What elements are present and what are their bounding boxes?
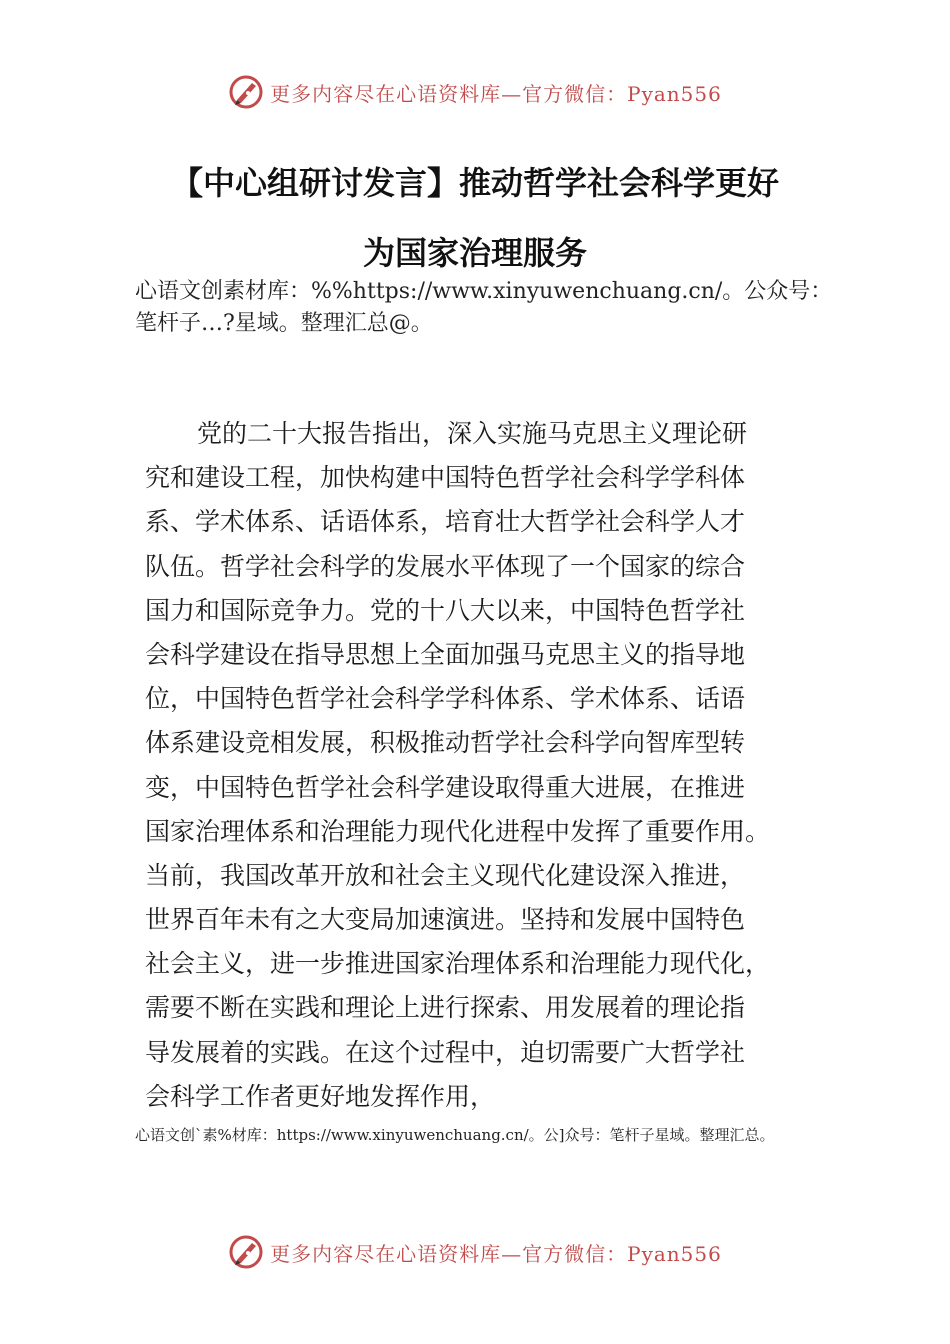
body-line: 会科学工作者更好地发挥作用， <box>145 1081 496 1111</box>
footer-note: 心语文创`素%材库：https://www.xinyuwenchuang.cn/。公]众号：笔杆子星域。整理汇总。 <box>135 1126 775 1144</box>
body-line: 社会主义，进一步推进国家治理体系和治理能力现代化， <box>145 949 771 979</box>
banner-text: 更多内容尽在心语资料库—官方微信：Pyan556 <box>270 1241 722 1266</box>
body-line: 系、学术体系、话语体系，培育壮大哲学社会科学人才 <box>145 507 746 537</box>
body-line: 世界百年未有之大变局加速演进。坚持和发展中国特色 <box>145 905 746 935</box>
body-paragraph <box>145 412 820 1119</box>
body-line: 会科学建设在指导思想上全面加强马克思主义的指导地 <box>145 639 746 669</box>
body-line: 队伍。哲学社会科学的发展水平体现了一个国家的综合 <box>145 551 746 581</box>
body-line: 导发展着的实践。在这个过程中，迫切需要广大哲学社 <box>145 1037 746 1067</box>
body-line: 体系建设竞相发展，积极推动哲学社会科学向智库型转 <box>145 728 746 758</box>
pen-logo-icon <box>228 74 264 110</box>
banner-text: 更多内容尽在心语资料库—官方微信：Pyan556 <box>270 81 722 106</box>
body-line: 国力和国际竞争力。党的十八大以来，中国特色哲学社 <box>145 595 746 625</box>
document-title-line-2: 为国家治理服务 <box>362 234 587 272</box>
body-line: 究和建设工程，加快构建中国特色哲学社会科学学科体 <box>145 463 746 493</box>
body-line: 变，中国特色哲学社会科学建设取得重大进展，在推进 <box>145 772 746 802</box>
top-banner <box>0 72 950 112</box>
body-line: 当前，我国改革开放和社会主义现代化建设深入推进， <box>145 860 746 890</box>
body-line: 国家治理体系和治理能力现代化进程中发挥了重要作用。 <box>145 816 771 846</box>
body-line: 需要不断在实践和理论上进行探索、用发展着的理论指 <box>145 993 746 1023</box>
pen-logo-icon <box>228 1234 264 1270</box>
bottom-banner <box>0 1232 950 1272</box>
body-line: 位，中国特色哲学社会科学学科体系、学术体系、话语 <box>145 684 746 714</box>
body-line: 党的二十大报告指出，深入实施马克思主义理论研 <box>197 419 748 448</box>
document-title-line-1: 【中心组研讨发言】推动哲学社会科学更好 <box>170 164 779 202</box>
source-note: 心语文创素材库：%%https://www.xinyuwenchuang.cn/。公众号：笔杆子…?星域。整理汇总@。 <box>135 279 833 336</box>
